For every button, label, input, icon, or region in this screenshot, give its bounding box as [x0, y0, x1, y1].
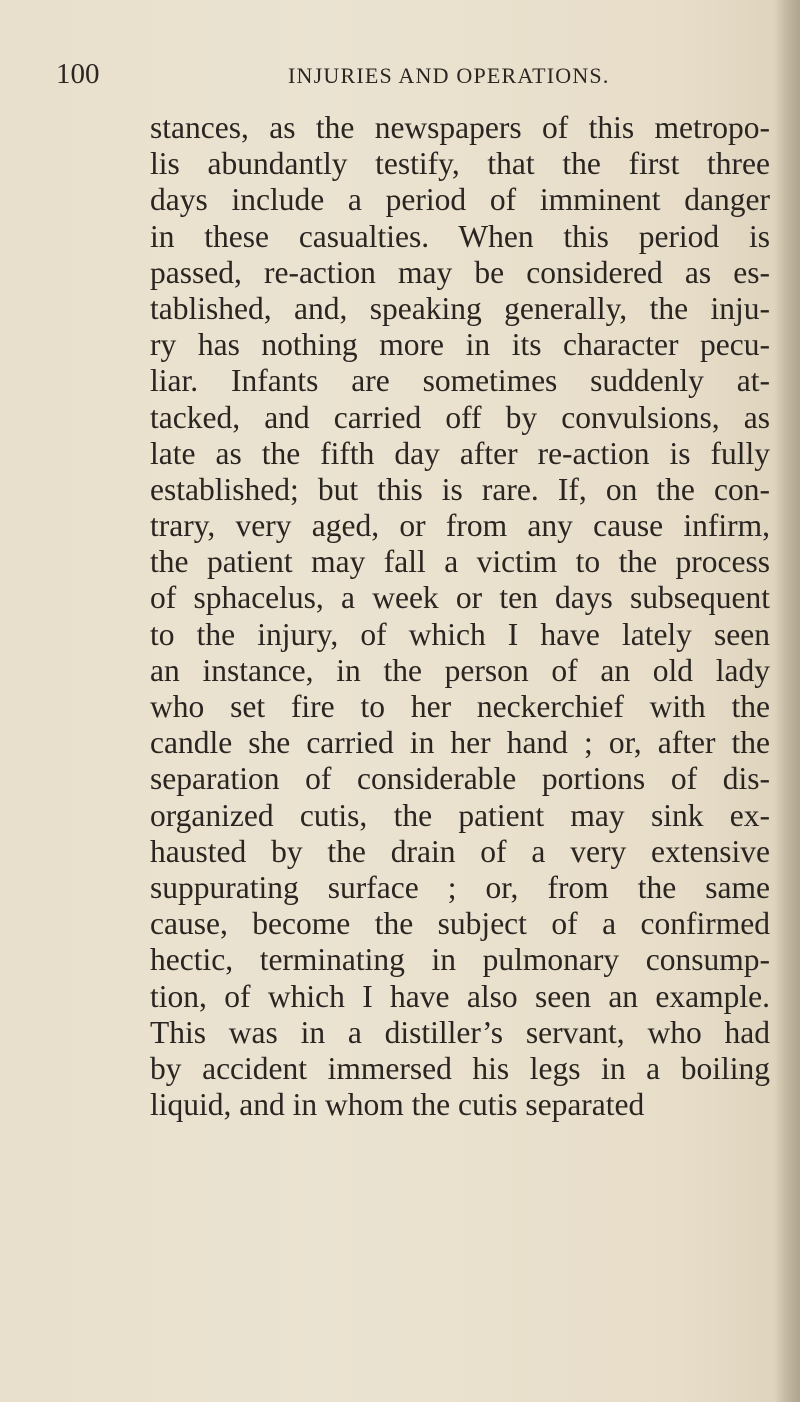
text-line: organized cutis, the patient may sink ex-	[150, 797, 770, 833]
text-line: tablished, and, speaking generally, the inju-	[150, 290, 770, 326]
text-line: cause, become the subject of a confirmed	[150, 906, 770, 942]
text-line: stances, as the newspapers of this metropo-	[150, 110, 770, 145]
text-line: lis abundantly testify, that the first three	[150, 146, 770, 182]
text-line: tion, of which I have also seen an example.	[150, 978, 770, 1014]
text-line: an instance, in the person of an old lady	[150, 652, 770, 688]
text-line: days include a period of imminent danger	[150, 182, 770, 218]
text-line: in these casualties. When this period is	[150, 218, 770, 254]
text-line: hausted by the drain of a very extensive	[150, 833, 770, 869]
text-line: candle she carried in her hand ; or, after the	[150, 725, 770, 761]
text-line: ry has nothing more in its character pecu-	[150, 327, 770, 363]
text-line: liquid, and in whom the cutis separated	[150, 1087, 645, 1123]
text-line: the patient may fall a victim to the process	[150, 544, 770, 580]
running-head: INJURIES AND OPERATIONS.	[288, 63, 610, 88]
page-header	[0, 58, 800, 98]
text-line: who set fire to her neckerchief with the	[150, 689, 770, 724]
text-line: trary, very aged, or from any cause infirm,	[150, 508, 770, 544]
body-text	[150, 110, 770, 1123]
text-line: passed, re-action may be considered as es-	[150, 254, 770, 290]
page-edge-shadow	[774, 0, 800, 1402]
text-line: of sphacelus, a week or ten days subsequent	[150, 580, 770, 616]
text-line: by accident immersed his legs in a boiling	[150, 1050, 770, 1086]
text-line: late as the fifth day after re-action is fully	[150, 435, 770, 471]
text-line: tacked, and carried off by convulsions, as	[150, 399, 770, 435]
text-line: to the injury, of which I have lately seen	[150, 616, 770, 652]
text-line: suppurating surface ; or, from the same	[150, 869, 770, 905]
text-line: liar. Infants are sometimes suddenly at-	[150, 363, 770, 399]
text-line: This was in a distiller’s servant, who had	[150, 1014, 770, 1050]
text-line: separation of considerable portions of dis-	[150, 761, 770, 797]
text-line: hectic, terminating in pulmonary consump-	[150, 942, 770, 978]
page-number: 100	[56, 58, 100, 90]
text-line: established; but this is rare. If, on the con-	[150, 471, 770, 507]
